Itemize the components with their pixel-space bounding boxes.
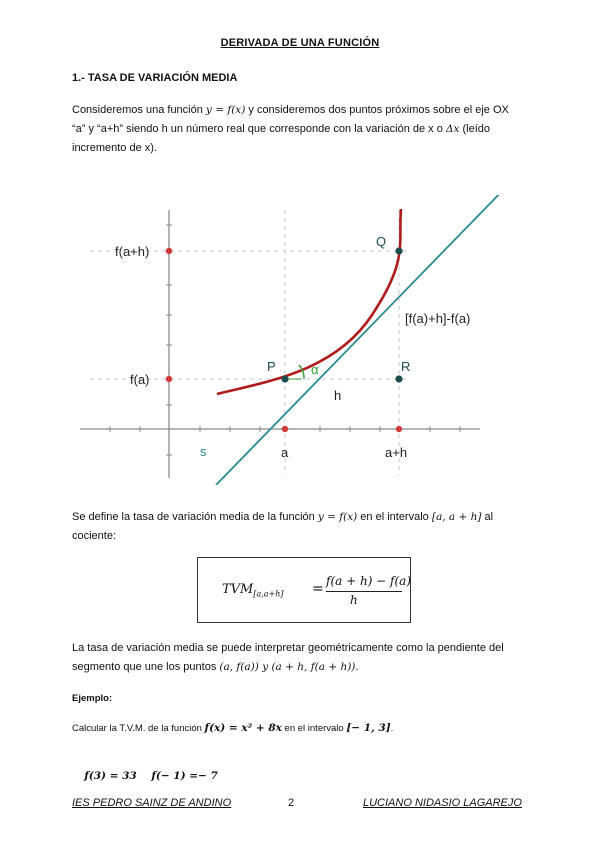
point-R (395, 375, 402, 382)
intro-text-1: Consideremos una función (72, 104, 206, 116)
section-heading: 1.- TASA DE VARIACIÓN MEDIA (72, 72, 238, 84)
def-text-3: al (481, 511, 494, 523)
label-R: R (401, 359, 411, 374)
interp-text-3: . (355, 661, 359, 673)
axis-point-ah (396, 426, 402, 432)
page-number: 2 (288, 797, 295, 809)
intro-paragraph (72, 101, 532, 158)
label-fa: f(a) (130, 372, 150, 387)
formula-numerator: f(a + h) − f(a) (326, 574, 412, 588)
example-math-interval: [− 1, 3] (346, 722, 391, 734)
formula-denominator: h (350, 593, 358, 607)
label-h: h (334, 388, 342, 403)
interp-text-2: segmento que une los puntos (72, 661, 220, 673)
intro-text-4: (leído (459, 123, 491, 135)
label-s: s (200, 444, 207, 459)
page-title: DERIVADA DE UNA FUNCIÓN (220, 37, 380, 49)
def-text-2: en el intervalo (357, 511, 432, 523)
tvm-formula-box (197, 557, 411, 623)
axis-point-fah (166, 248, 172, 254)
intro-text-5: incremento de x). (72, 142, 157, 154)
footer-author: LUCIANO NIDASIO LAGAREJO (363, 797, 522, 809)
intro-text-2: y consideremos dos puntos próximos sobre el eje OX (245, 104, 509, 116)
formula-equals: = (312, 581, 324, 597)
label-fah: f(a+h) (115, 244, 150, 259)
intro-math-delta: Δx (445, 123, 460, 135)
axis-point-a (282, 426, 288, 432)
example-text-1: Calcular la T.V.M. de la función (72, 723, 205, 734)
formula-subscript: [a,a+h] (253, 589, 284, 599)
example-values-math: f(3) = 33 f(− 1) =− 7 (84, 770, 218, 782)
intro-math-function: y = f(x) (205, 104, 246, 116)
def-text-4: cociente: (72, 530, 117, 542)
example-math-function: f(x) = x² + 8x (204, 722, 282, 734)
function-curve (217, 209, 401, 394)
label-difference: [f(a)+h]-f(a) (405, 311, 471, 326)
label-a: a (281, 445, 289, 460)
definition-paragraph (72, 508, 532, 546)
label-alpha: α (311, 362, 319, 377)
formula-lhs (222, 582, 284, 599)
label-ah: a+h (385, 445, 408, 460)
intro-text-3: “a” y “a+h” siendo h un número real que corresponde con la variación de x o (72, 123, 446, 135)
example-text-3: . (390, 723, 394, 734)
fraction-bar (326, 591, 402, 592)
point-Q (395, 247, 402, 254)
interp-text-1: La tasa de variación media se puede interpretar geométricamente como la pendiente del (72, 642, 504, 654)
formula-tvm: TVM (222, 582, 254, 597)
def-text-1: Se define la tasa de variación media de la función (72, 511, 318, 523)
def-math-function: y = f(x) (317, 511, 358, 523)
interp-math-points: (a, f(a)) y (a + h, f(a + h)) (219, 661, 356, 673)
example-statement (72, 719, 532, 738)
secant-graph (80, 195, 520, 485)
interpretation-paragraph (72, 639, 532, 677)
def-math-interval: [a, a + h] (431, 511, 482, 523)
example-label: Ejemplo: (72, 693, 113, 704)
axis-point-fa (166, 376, 172, 382)
secant-line (216, 195, 510, 485)
label-Q: Q (376, 234, 387, 249)
point-P (281, 375, 288, 382)
example-text-2: en el intervalo (281, 723, 347, 734)
footer-school: IES PEDRO SAINZ DE ANDINO (72, 797, 232, 809)
label-P: P (267, 359, 276, 374)
